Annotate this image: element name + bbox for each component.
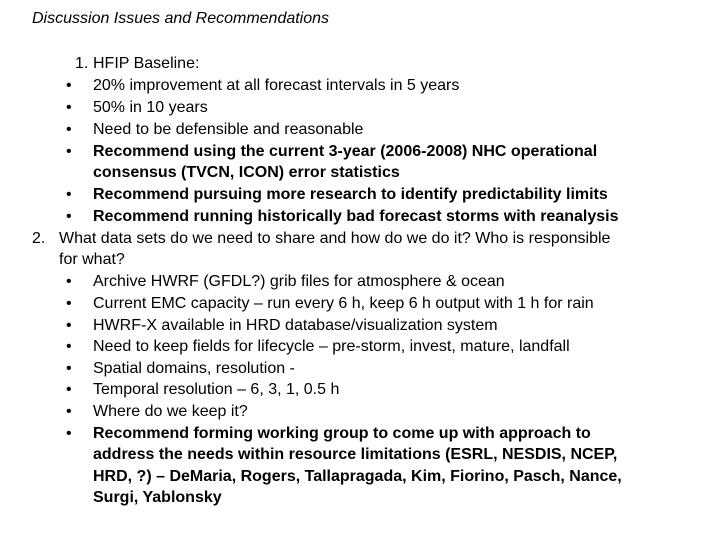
recommendation-line: Recommend pursuing more research to identify predictability limits [93, 186, 608, 203]
bullet-marker: • [66, 338, 72, 355]
list-item: Need to be defensible and reasonable [93, 121, 364, 138]
bullet-marker: • [66, 403, 72, 420]
bullet-marker: • [66, 360, 72, 377]
recommendation-line: Surgi, Yablonsky [93, 489, 222, 506]
item2-heading: for what? [59, 251, 125, 268]
recommendation-line: HRD, ?) – DeMaria, Rogers, Tallapragada, Kim, Fiorino, Pasch, Nance, [93, 468, 622, 485]
list-item: Where do we keep it? [93, 403, 248, 420]
bullet-marker: • [66, 143, 72, 160]
bullet-marker: • [66, 273, 72, 290]
bullet-marker: • [66, 99, 72, 116]
recommendation-line: address the needs within resource limitations (ESRL, NESDIS, NCEP, [93, 446, 618, 463]
list-item: 50% in 10 years [93, 99, 208, 116]
recommendation-line: consensus (TVCN, ICON) error statistics [93, 164, 400, 181]
bullet-marker: • [66, 121, 72, 138]
list-number-1: 1. [75, 55, 89, 72]
bullet-marker: • [66, 77, 72, 94]
list-number-2: 2. [32, 230, 46, 247]
list-item: Need to keep fields for lifecycle – pre-storm, invest, mature, landfall [93, 338, 570, 355]
bullet-marker: • [66, 381, 72, 398]
bullet-marker: • [66, 295, 72, 312]
bullet-marker: • [66, 425, 72, 442]
list-item: Spatial domains, resolution - [93, 360, 295, 377]
recommendation-line: Recommend forming working group to come up with approach to [93, 425, 591, 442]
list-item: Temporal resolution – 6, 3, 1, 0.5 h [93, 381, 340, 398]
item1-heading: HFIP Baseline: [93, 55, 200, 72]
bullet-marker: • [66, 317, 72, 334]
list-item: Archive HWRF (GFDL?) grib files for atmosphere & ocean [93, 273, 505, 290]
recommendation-line: Recommend using the current 3-year (2006-2008) NHC operational [93, 143, 598, 160]
list-item: Current EMC capacity – run every 6 h, keep 6 h output with 1 h for rain [93, 295, 594, 312]
recommendation-line: Recommend running historically bad forecast storms with reanalysis [93, 208, 619, 225]
list-item: HWRF-X available in HRD database/visualization system [93, 317, 498, 334]
slide-title: Discussion Issues and Recommendations [32, 10, 330, 27]
list-item: 20% improvement at all forecast intervals in 5 years [93, 77, 460, 94]
item2-heading: What data sets do we need to share and how do we do it? Who is responsible [59, 230, 611, 247]
bullet-marker: • [66, 208, 72, 225]
bullet-marker: • [66, 186, 72, 203]
